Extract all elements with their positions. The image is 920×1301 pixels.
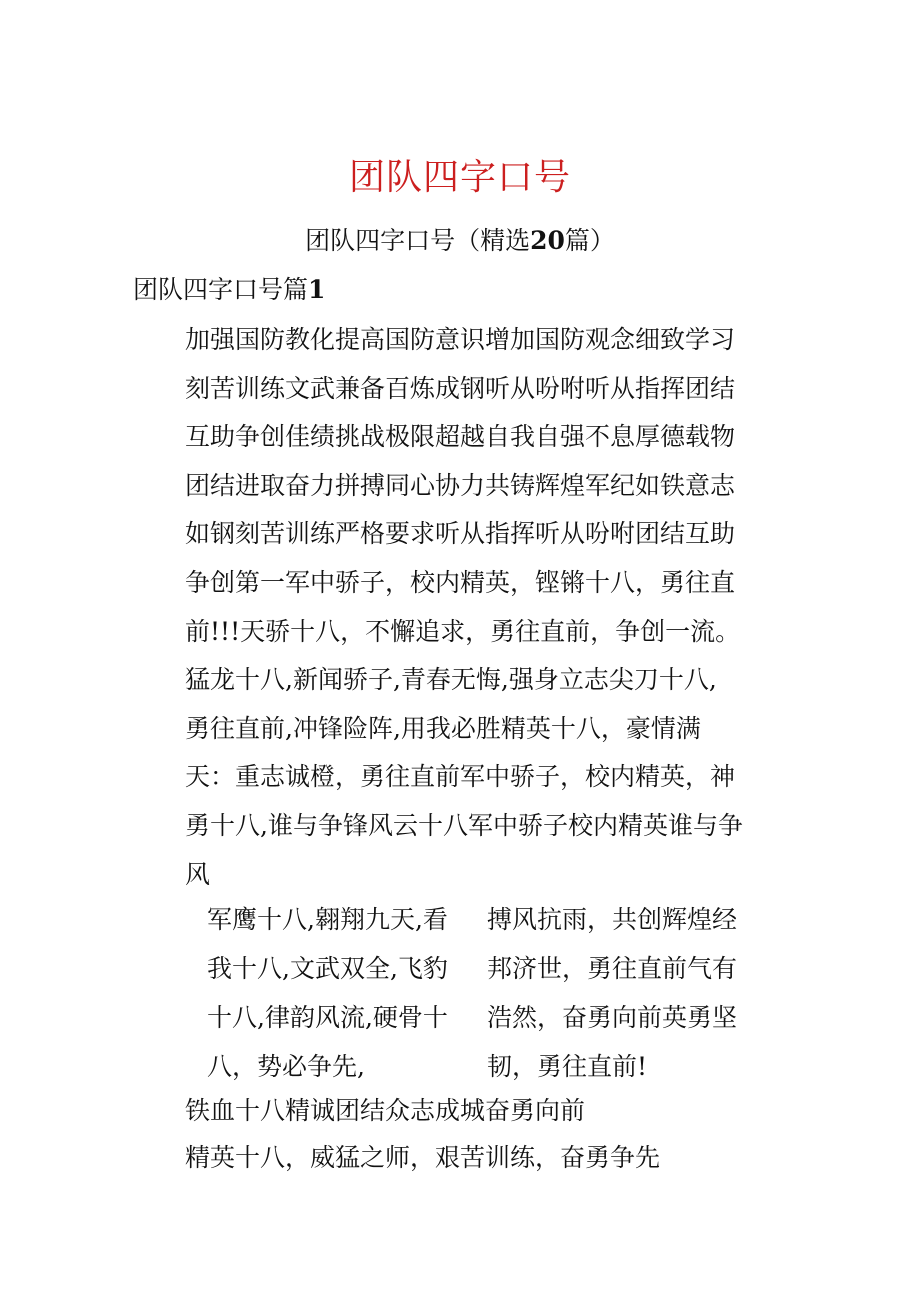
paragraph-line: 团结进取奋力拼搏同心协力共铸辉煌军纪如铁意志 <box>185 470 736 500</box>
right-column-line: 邦济世，勇往直前气有 <box>487 954 738 983</box>
paragraph-line: 互助争创佳绩挑战极限超越自我自强不息厚德载物 <box>185 422 736 452</box>
subtitle-suffix: 篇） <box>564 226 615 255</box>
paragraph-line: 猛龙十八,新闻骄子,青春无悔,强身立志尖刀十八, <box>185 665 717 695</box>
left-column-line: 十八,律韵风流,硬骨十 <box>207 1003 448 1032</box>
tail-line: 精英十八，威猛之师，艰苦训练，奋勇争先 <box>185 1143 661 1172</box>
left-column <box>207 895 477 1091</box>
subtitle-prefix: 团队四字口号（精选 <box>305 226 531 255</box>
paragraph-line: 勇往直前,冲锋险阵,用我必胜精英十八，豪情满 <box>185 713 701 743</box>
paragraph-line: 刻苦训练文武兼备百炼成钢听从吩咐听从指挥团结 <box>185 373 736 403</box>
paragraph-line: 天：重志诚橙，勇往直前军中骄子，校内精英，神 <box>185 762 736 792</box>
right-column <box>487 895 777 1091</box>
paragraph-line: 风 <box>185 859 211 889</box>
paragraph-line: 加强国防教化提高国防意识增加国防观念细致学习 <box>185 325 736 354</box>
subtitle <box>0 223 920 259</box>
main-paragraph <box>185 316 785 899</box>
paragraph-line: 勇十八,谁与争锋风云十八军中骄子校内精英谁与争 <box>185 810 743 840</box>
page-title: 团队四字口号 <box>348 157 571 198</box>
subtitle-number: 20 <box>530 226 565 255</box>
right-column-line: 韧，勇往直前! <box>487 1052 648 1081</box>
right-column-line: 搏风抗雨，共创辉煌经 <box>487 905 738 934</box>
paragraph-line: 争创第一军中骄子，校内精英，铿锵十八，勇往直 <box>185 567 736 597</box>
left-column-line: 我十八,文武双全,飞豹 <box>207 954 448 983</box>
paragraph-line: 前!!!天骄十八，不懈追求，勇往直前，争创一流。 <box>185 616 741 646</box>
right-column-line: 浩然，奋勇向前英勇坚 <box>487 1003 738 1032</box>
section-heading-label: 团队四字口号篇 <box>133 275 309 304</box>
left-column-line: 八，势必争先, <box>207 1052 365 1081</box>
section-heading-number: 1 <box>308 275 326 304</box>
left-column-line: 军鹰十八,翱翔九天,看 <box>207 905 448 934</box>
paragraph-line: 如钢刻苦训练严格要求听从指挥听从吩咐团结互助 <box>185 519 736 549</box>
tail-line: 铁血十八精诚团结众志成城奋勇向前 <box>185 1096 586 1125</box>
section-heading <box>133 272 325 308</box>
